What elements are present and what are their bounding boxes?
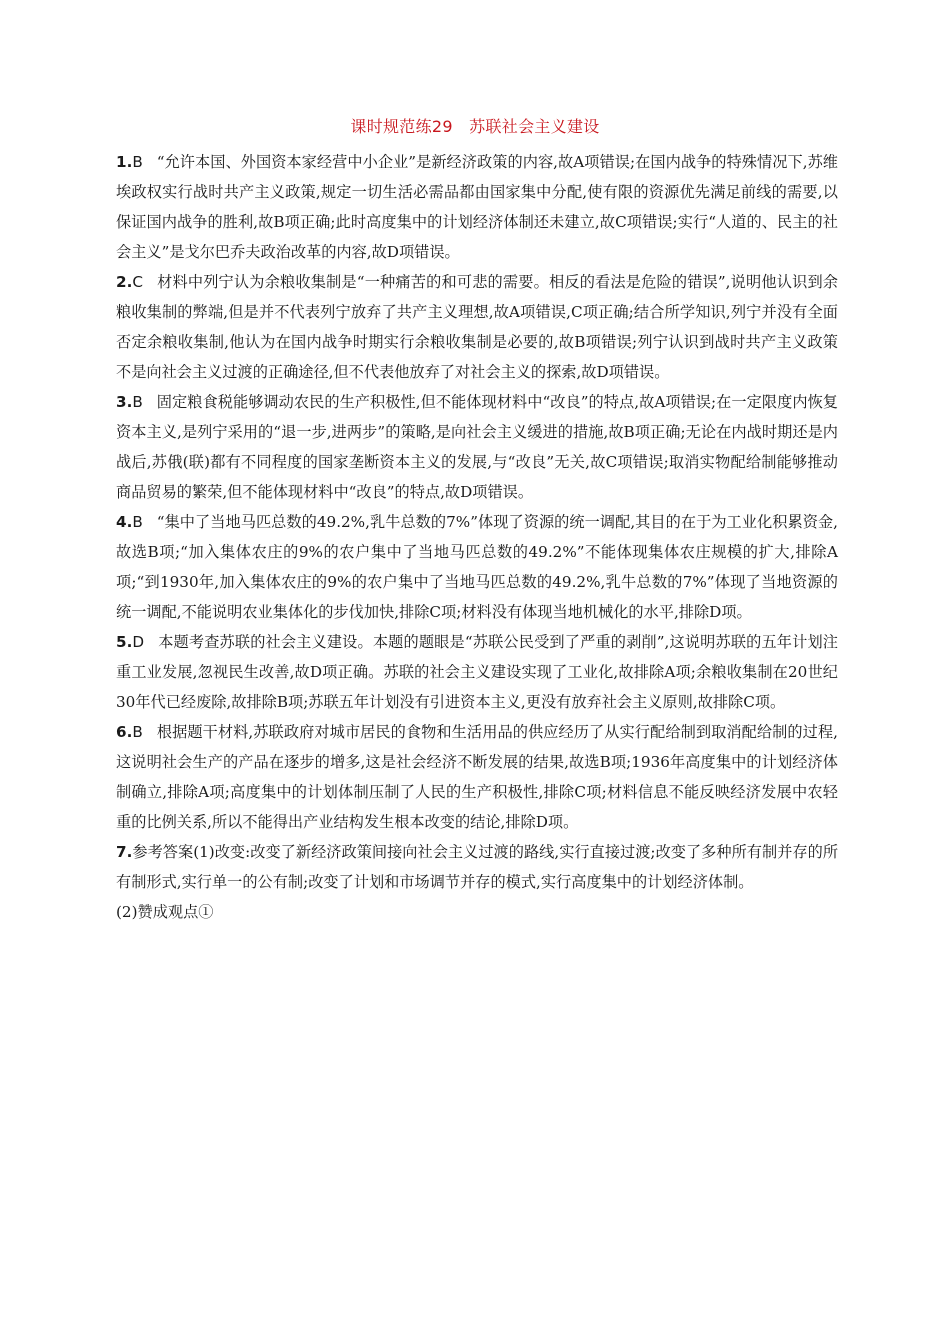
item-explanation: “集中了当地马匹总数的49.2%,乳牛总数的7%”体现了资源的统一调配,其目的在于为工业化积累资金,故选B项;“加入集体农庄的9%的农户集中了当地马匹总数的49.2%”不能体现集体农庄规模的扩大,排除A项;“到1930年,加入集体农庄的9%的农户集中了当地马匹总数的49.2%,乳牛总数的7%”体现了当地资源的统一调配,不能说明农业集体化的步伐加快,排除C项;材料没有体现当地机械化的水平,排除D项。 xyxy=(116,513,838,621)
item-number: 4. xyxy=(116,513,133,531)
item-number: 3. xyxy=(116,393,133,411)
answer-list xyxy=(116,147,838,927)
answer-item-5 xyxy=(116,627,838,717)
reference-answer-label: 参考答案 xyxy=(132,843,194,861)
item-explanation: 本题考查苏联的社会主义建设。本题的题眼是“苏联公民受到了严重的剥削”,这说明苏联的五年计划注重工业发展,忽视民生改善,故D项正确。苏联的社会主义建设实现了工业化,故排除A项;余粮收集制在20世纪30年代已经废除,故排除B项;苏联五年计划没有引进资本主义,更没有放弃社会主义原则,故排除C项。 xyxy=(116,633,838,711)
item-explanation: “允许本国、外国资本家经营中小企业”是新经济政策的内容,故A项错误;在国内战争的特殊情况下,苏维埃政权实行战时共产主义政策,规定一切生活必需品都由国家集中分配,使有限的资源优先满足前线的需要,以保证国内战争的胜利,故B项正确;此时高度集中的计划经济体制还未建立,故C项错误;实行“人道的、民主的社会主义”是戈尔巴乔夫政治改革的内容,故D项错误。 xyxy=(116,153,838,261)
item-answer: D xyxy=(132,633,145,651)
item-explanation: 材料中列宁认为余粮收集制是“一种痛苦的和可悲的需要。相反的看法是危险的错误”,说明他认识到余粮收集制的弊端,但是并不代表列宁放弃了共产主义理想,故A项错误,C项正确;结合所学知识,列宁并没有全面否定余粮收集制,他认为在国内战争时期实行余粮收集制是必要的,故B项错误;列宁认识到战时共产主义政策不是向社会主义过渡的正确途径,但不代表他放弃了对社会主义的探索,故D项错误。 xyxy=(116,273,838,381)
answer-item-2 xyxy=(116,267,838,387)
item-explanation: 根据题干材料,苏联政府对城市居民的食物和生活用品的供应经历了从实行配给制到取消配给制的过程,这说明社会生产的产品在逐步的增多,这是社会经济不断发展的结果,故选B项;1936年高度集中的计划经济体制确立,排除A项;高度集中的计划体制压制了人民的生产积极性,排除C项;材料信息不能反映经济发展中农轻重的比例关系,所以不能得出产业结构发生根本改变的结论,排除D项。 xyxy=(116,723,838,831)
item-number: 2. xyxy=(116,273,133,291)
answer-item-7-part-2: (2)赞成观点① xyxy=(116,903,214,921)
answer-item-4 xyxy=(116,507,838,627)
item-number: 1. xyxy=(116,153,133,171)
answer-item-3 xyxy=(116,387,838,507)
item-answer: B xyxy=(132,513,143,531)
item-answer: B xyxy=(132,723,143,741)
item-answer: B xyxy=(132,153,143,171)
answer-item-1 xyxy=(116,147,838,267)
item-number: 7. xyxy=(116,843,133,861)
item-number: 5. xyxy=(116,633,133,651)
answer-item-7 xyxy=(116,837,838,897)
item-answer: C xyxy=(132,273,143,291)
item-explanation: (1)改变:改变了新经济政策间接向社会主义过渡的路线,实行直接过渡;改变了多种所有制并存的所有制形式,实行单一的公有制;改变了计划和市场调节并存的模式,实行高度集中的计划经济体制。 xyxy=(116,843,839,891)
item-explanation: 固定粮食税能够调动农民的生产积极性,但不能体现材料中“改良”的特点,故A项错误;在一定限度内恢复资本主义,是列宁采用的“退一步,进两步”的策略,是向社会主义缓进的措施,故B项正确;无论在内战时期还是内战后,苏俄(联)都有不同程度的国家垄断资本主义的发展,与“改良”无关,故C项错误;取消实物配给制能够推动商品贸易的繁荣,但不能体现材料中“改良”的特点,故D项错误。 xyxy=(116,393,838,501)
item-number: 6. xyxy=(116,723,133,741)
page-title: 课时规范练29 苏联社会主义建设 xyxy=(350,117,600,136)
answer-item-6 xyxy=(116,717,838,837)
item-answer: B xyxy=(132,393,143,411)
